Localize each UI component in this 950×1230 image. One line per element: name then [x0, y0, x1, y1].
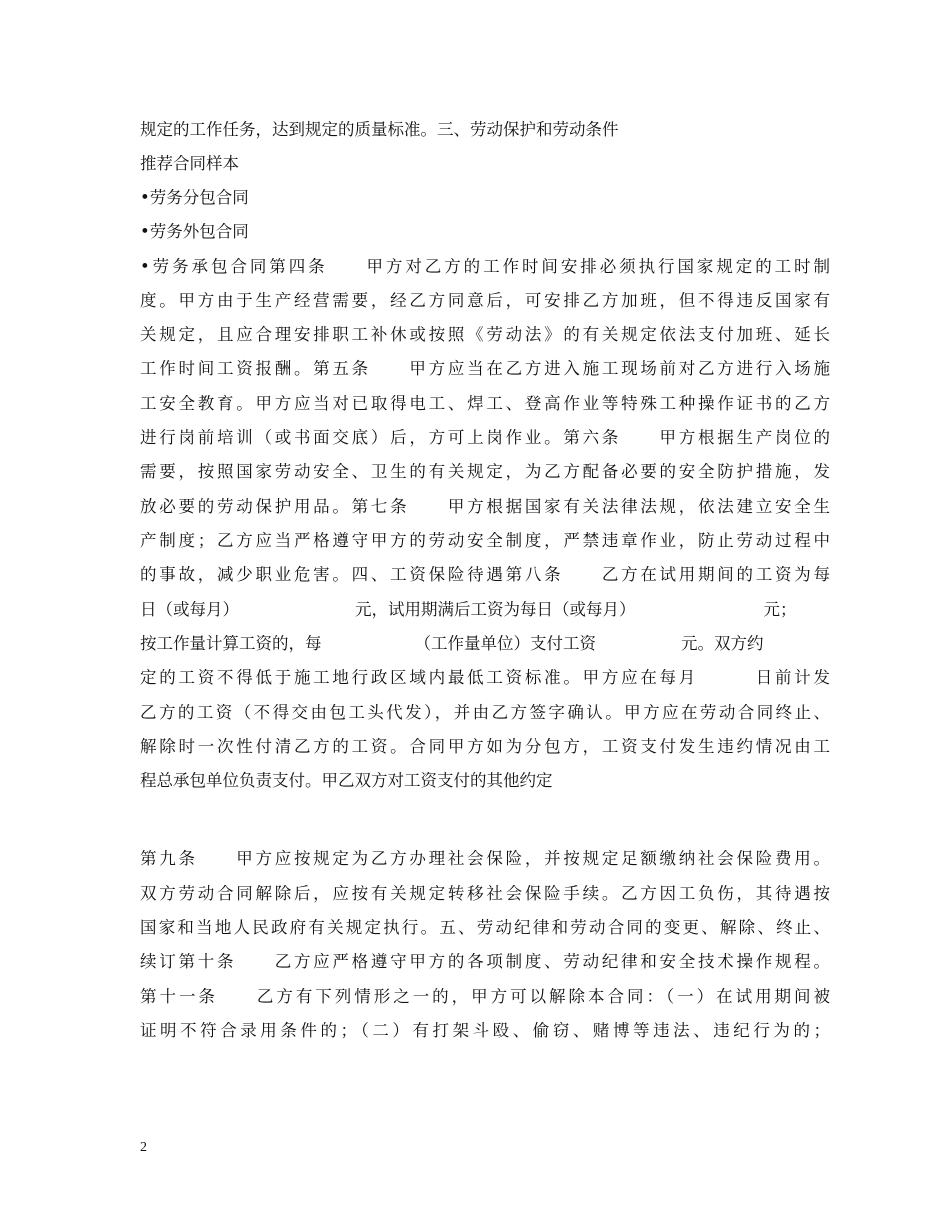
wage-line-1-part-c: 元；	[763, 600, 797, 619]
text-line: 的事故，减少职业危害。四、工资保险待遇第八条 乙方在试用期间的工资为每	[140, 565, 830, 584]
text-line: 产制度；乙方应当严格遵守甲方的劳动安全制度，严禁违章作业，防止劳动过程中	[140, 531, 830, 550]
text-line: 证明不符合录用条件的；（二）有打架斗殴、偷窃、赌博等违法、违纪行为的；	[140, 1021, 830, 1040]
wage-line-1-part-a: 日（或每月）	[140, 600, 239, 619]
text-line: •劳务外包合同	[140, 222, 249, 241]
text-line: 乙方的工资（不得交由包工头代发），并由乙方签字确认。甲方应在劳动合同终止、	[140, 703, 830, 722]
wage-line-2-part-a: 按工作量计算工资的，每	[140, 634, 322, 653]
text-line: 规定的工作任务，达到规定的质量标准。三、劳动保护和劳动条件	[140, 120, 619, 139]
text-line: 放必要的劳动保护用品。第七条 甲方根据国家有关法律法规，依法建立安全生	[140, 497, 830, 516]
text-line: 进行岗前培训（或书面交底）后，方可上岗作业。第六条 甲方根据生产岗位的	[140, 428, 830, 447]
text-line: 定的工资不得低于施工地行政区域内最低工资标准。甲方应在每月 日前计发	[140, 668, 830, 687]
text-line: 续订第十条 乙方应严格遵守甲方的各项制度、劳动纪律和安全技术操作规程。	[140, 952, 830, 971]
text-line: 国家和当地人民政府有关规定执行。五、劳动纪律和劳动合同的变更、解除、终止、	[140, 918, 830, 937]
text-line: 关规定，且应合理安排职工补休或按照《劳动法》的有关规定依法支付加班、延长	[140, 325, 830, 344]
text-line: 需要，按照国家劳动安全、卫生的有关规定，为乙方配备必要的安全防护措施，发	[140, 462, 830, 481]
text-line: 解除时一次性付清乙方的工资。合同甲方如为分包方，工资支付发生违约情况由工	[140, 737, 830, 756]
page-number: 2	[140, 1140, 147, 1155]
text-line: 第十一条 乙方有下列情形之一的，甲方可以解除本合同：（一）在试用期间被	[140, 987, 830, 1006]
text-line: 推荐合同样本	[140, 154, 239, 173]
wage-line-2-part-c: 元。双方约	[681, 634, 764, 653]
text-line: 程总承包单位负责支付。甲乙双方对工资支付的其他约定	[140, 771, 553, 790]
text-line: •劳务分包合同	[140, 188, 249, 207]
wage-line-2	[140, 632, 830, 656]
text-line: 工安全教育。甲方应当对已取得电工、焊工、登高作业等特殊工种操作证书的乙方	[140, 394, 830, 413]
text-line: 工作时间工资报酬。第五条 甲方应当在乙方进入施工现场前对乙方进行入场施	[140, 359, 830, 378]
wage-line-1-part-b: 元，试用期满后工资为每日（或每月）	[355, 600, 636, 619]
text-line: 第九条 甲方应按规定为乙方办理社会保险，并按规定足额缴纳社会保险费用。	[140, 849, 830, 868]
wage-line-1	[140, 598, 830, 622]
wage-line-2-part-b: （工作量单位）支付工资	[414, 634, 596, 653]
text-line: •劳务承包合同第四条 甲方对乙方的工作时间安排必须执行国家规定的工时制	[140, 257, 830, 276]
text-line: 度。甲方由于生产经营需要，经乙方同意后，可安排乙方加班，但不得违反国家有	[140, 291, 830, 310]
text-line: 双方劳动合同解除后，应按有关规定转移社会保险手续。乙方因工负伤，其待遇按	[140, 884, 830, 903]
